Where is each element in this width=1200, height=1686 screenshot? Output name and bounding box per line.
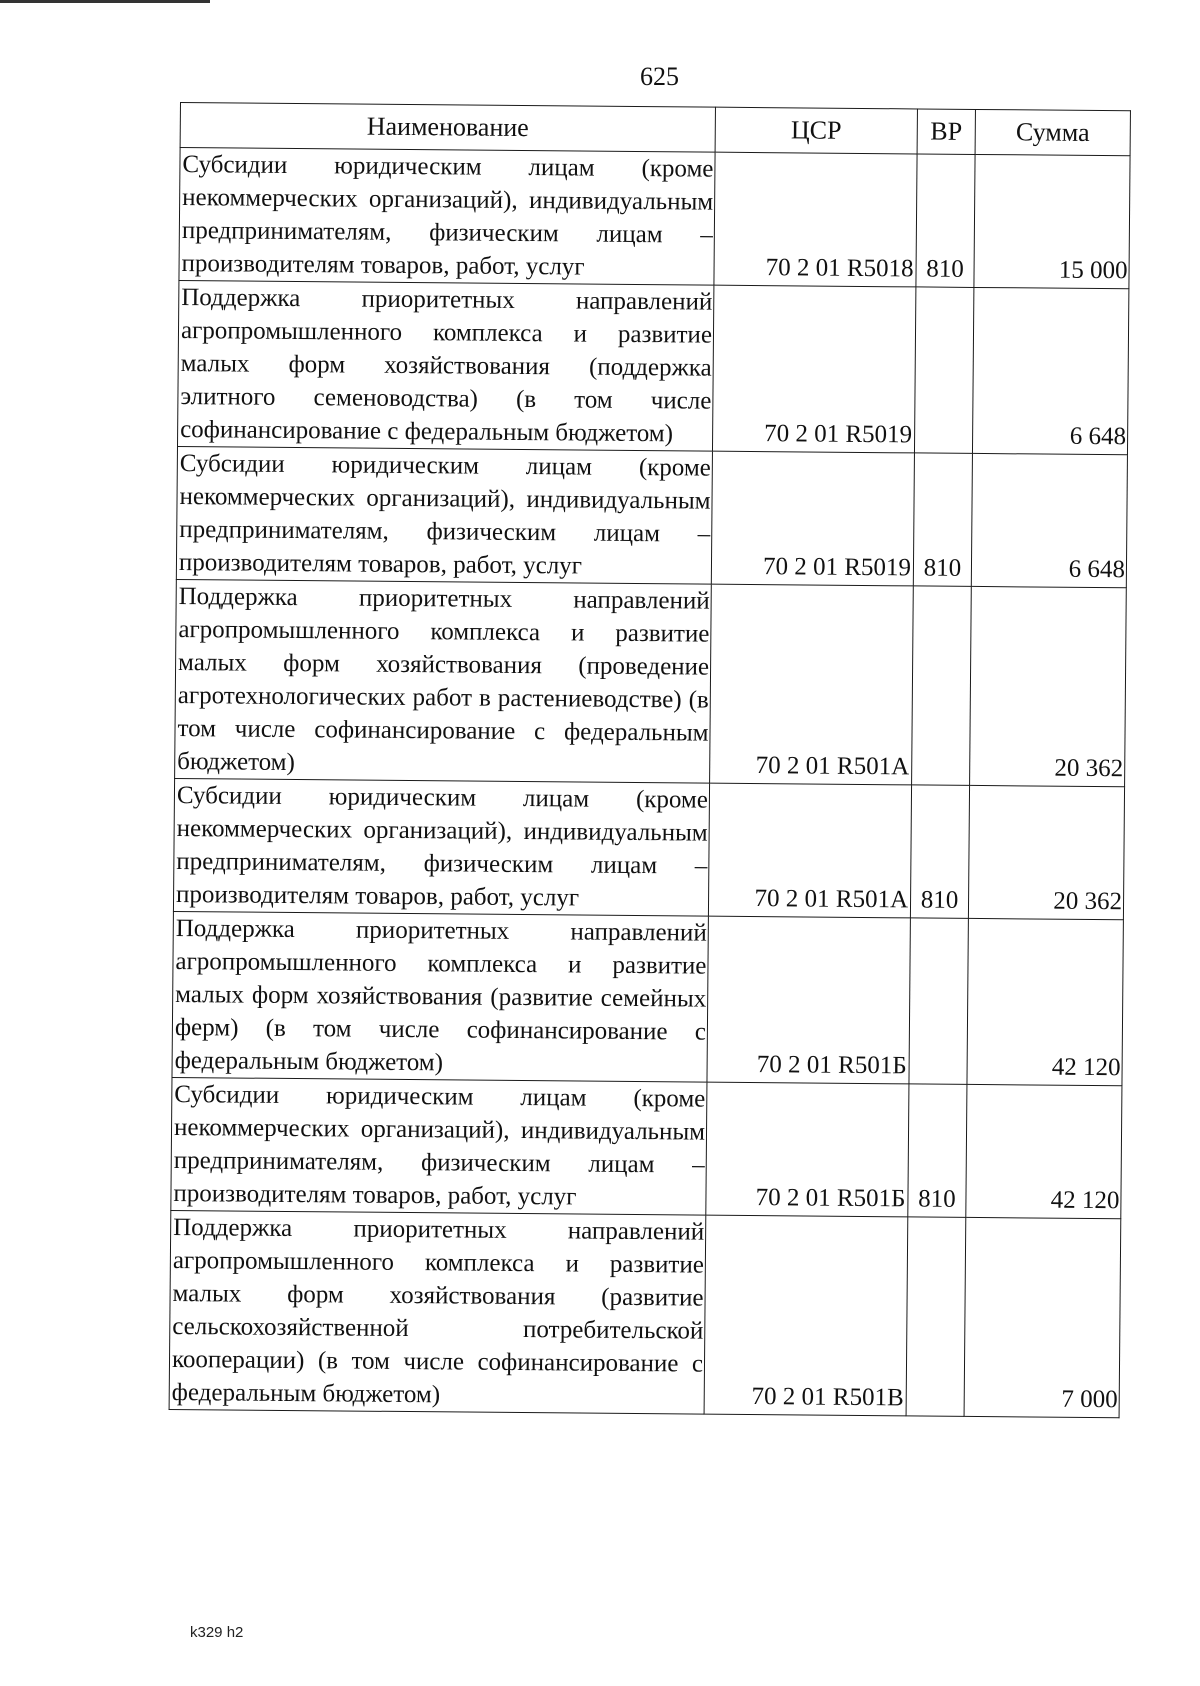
budget-table: [169, 102, 1131, 1418]
row-csr: 70 2 01 R501Б: [707, 916, 910, 1084]
row-csr: 70 2 01 R501А: [710, 584, 914, 785]
row-name: Субсидии юридическим лицам (кроме некоммерческих организаций), индивидуальным предпринимателям, физическим лицам – производителям товаров, работ, услуг: [173, 778, 709, 916]
table-row: [179, 148, 1130, 289]
table-row: [173, 778, 1124, 919]
scan-edge-mark: [0, 0, 210, 3]
row-vr: 810: [908, 1084, 967, 1218]
row-sum: 6 648: [972, 287, 1128, 454]
row-csr: 70 2 01 R501В: [704, 1215, 908, 1416]
row-sum: 42 120: [967, 918, 1123, 1085]
row-sum: 7 000: [964, 1217, 1121, 1417]
row-vr: 810: [913, 453, 972, 587]
row-csr: 70 2 01 R501Б: [706, 1082, 909, 1217]
row-name: Поддержка приоритетных направлений агропромышленного комплекса и развитие малых форм хозяйствования (развитие семейных ферм) (в том числе софинансирование с федеральным бюджетом): [172, 911, 708, 1082]
row-sum: 20 362: [968, 785, 1124, 919]
header-csr: ЦСР: [715, 107, 917, 154]
row-name: Поддержка приоритетных направлений агропромышленного комплекса и развитие малых форм хозяйствования (развитие сельскохозяйственной потребительской кооперации) (в том числе софинансирование с федеральным бюджетом): [169, 1210, 706, 1414]
row-name: Поддержка приоритетных направлений агропромышленного комплекса и развитие малых форм хозяйствования (проведение агротехнологических работ в растениеводстве) (в том числе софинансирование с федеральным бюджетом): [175, 579, 712, 783]
table-row: [176, 446, 1127, 587]
row-csr: 70 2 01 R5019: [711, 451, 914, 586]
footer-code: k329 h2: [190, 1624, 244, 1641]
table-row: [169, 1210, 1121, 1417]
row-name: Субсидии юридическим лицам (кроме некоммерческих организаций), индивидуальным предпринимателям, физическим лицам – производителям товаров, работ, услуг: [176, 446, 712, 584]
row-vr: [906, 1217, 966, 1416]
row-vr: 810: [916, 154, 975, 288]
row-sum: 15 000: [974, 154, 1130, 288]
table-row: [177, 280, 1128, 454]
row-sum: 20 362: [970, 586, 1127, 786]
page-number: 625: [640, 62, 679, 91]
row-vr: [914, 287, 973, 453]
row-csr: 70 2 01 R5019: [712, 285, 915, 453]
table-row: [171, 1077, 1122, 1218]
row-name: Субсидии юридическим лицам (кроме некоммерческих организаций), индивидуальным предпринимателям, физическим лицам – производителям товаров, работ, услуг: [171, 1077, 707, 1215]
header-vr: ВР: [917, 109, 975, 155]
row-csr: 70 2 01 R5018: [714, 152, 917, 287]
row-name: Поддержка приоритетных направлений агропромышленного комплекса и развитие малых форм хозяйствования (поддержка элитного семеноводства) (в том числе софинансирование с федеральным бюджетом): [177, 280, 713, 451]
row-sum: 42 120: [966, 1084, 1122, 1218]
row-vr: [909, 918, 968, 1084]
row-sum: 6 648: [971, 453, 1127, 587]
row-vr: 810: [910, 785, 969, 919]
row-vr: [912, 586, 972, 785]
header-sum: Сумма: [975, 109, 1130, 155]
table-row: [172, 911, 1123, 1085]
row-csr: 70 2 01 R501А: [708, 783, 911, 918]
table-row: [175, 579, 1127, 786]
row-name: Субсидии юридическим лицам (кроме некоммерческих организаций), индивидуальным предпринимателям, физическим лицам – производителям товаров, работ, услуг: [179, 148, 715, 286]
header-name: Наименование: [180, 103, 715, 153]
